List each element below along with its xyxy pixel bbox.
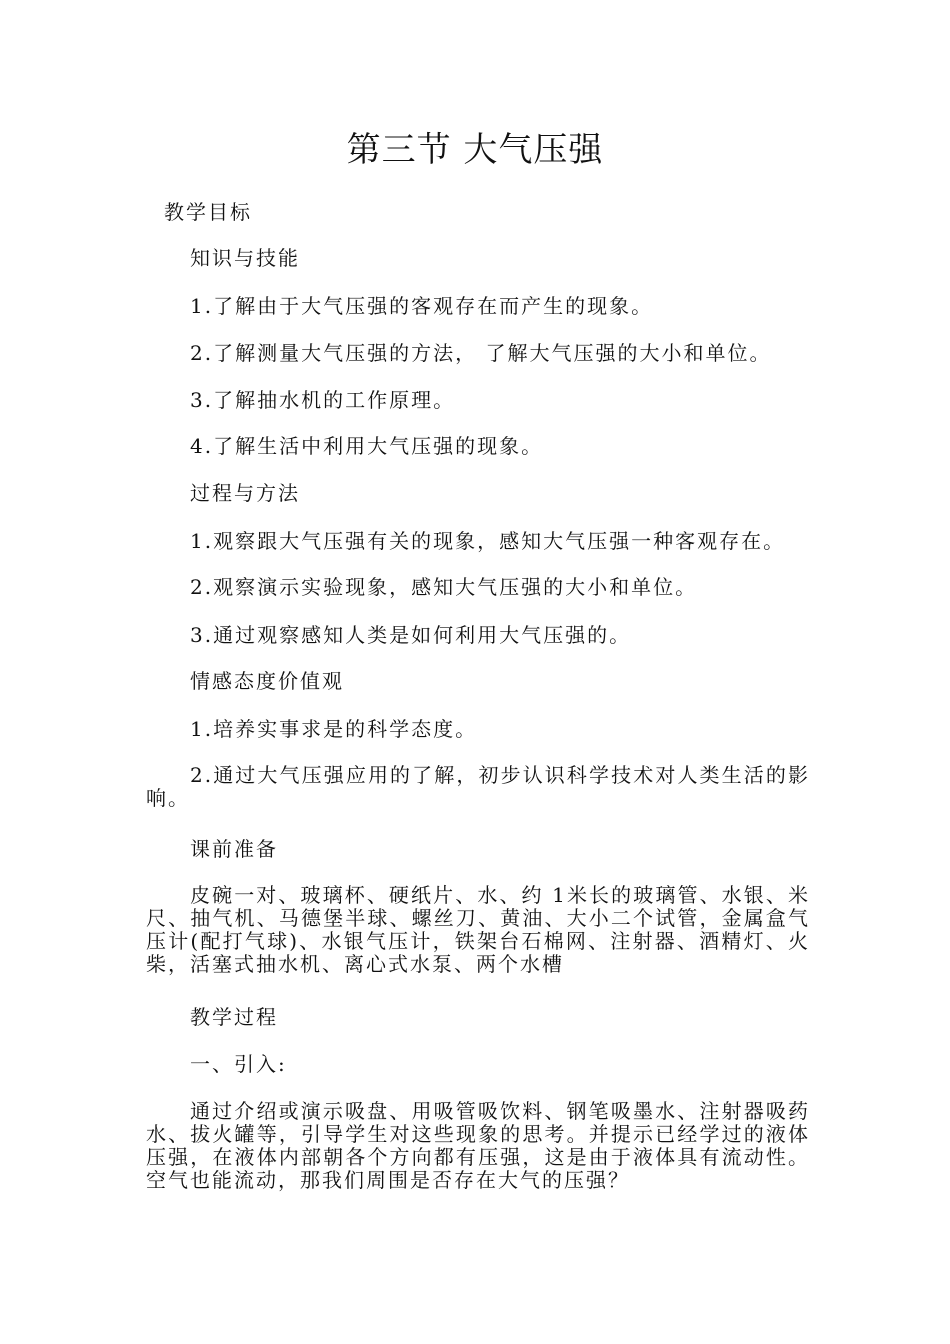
intro-text: 通过介绍或演示吸盘、用吸管吸饮料、钢笔吸墨水、注射器吸药水、拔火罐等，引导学生对这些现象的思考。并提示已经学过的液体压强，在液体内部朝各个方向都有压强，这是由于液体具有流动性。空气也能流动，那我们周围是否存在大气的压强？ [146,1099,810,1192]
knowledge-item: 3.了解抽水机的工作原理。 [190,388,456,412]
process-item: 1.观察跟大气压强有关的现象，感知大气压强一种客观存在。 [190,529,786,553]
knowledge-heading: 知识与技能 [190,246,300,270]
emotion-heading: 情感态度价值观 [190,669,344,693]
process-item: 3.通过观察感知人类是如何利用大气压强的。 [190,623,632,647]
process-item: 2.观察演示实验现象，感知大气压强的大小和单位。 [190,575,698,599]
objectives-heading: 教学目标 [164,200,252,224]
prep-heading: 课前准备 [190,837,278,861]
process-main-heading: 教学过程 [190,1005,278,1029]
knowledge-item: 2.了解测量大气压强的方法， 了解大气压强的大小和单位。 [190,341,772,365]
intro-heading: 一、引入: [190,1052,287,1076]
prep-text: 皮碗一对、玻璃杯、硬纸片、水、约 1米长的玻璃管、水银、米尺、抽气机、马德堡半球、螺丝刀、黄油、大小二个试管，金属盒气压计(配打气球)、水银气压计，铁架台石棉网、注射器、酒精灯、火柴，活塞式抽水机、离心式水泵、两个水槽 [146,883,810,976]
process-heading: 过程与方法 [190,481,300,505]
page-title: 第三节 大气压强 [346,130,604,170]
emotion-item: 1.培养实事求是的科学态度。 [190,717,478,741]
emotion-item: 2.通过大气压强应用的了解，初步认识科学技术对人类生活的影响。 [146,763,810,810]
knowledge-item: 1.了解由于大气压强的客观存在而产生的现象。 [190,294,654,318]
knowledge-item: 4.了解生活中利用大气压强的现象。 [190,434,544,458]
